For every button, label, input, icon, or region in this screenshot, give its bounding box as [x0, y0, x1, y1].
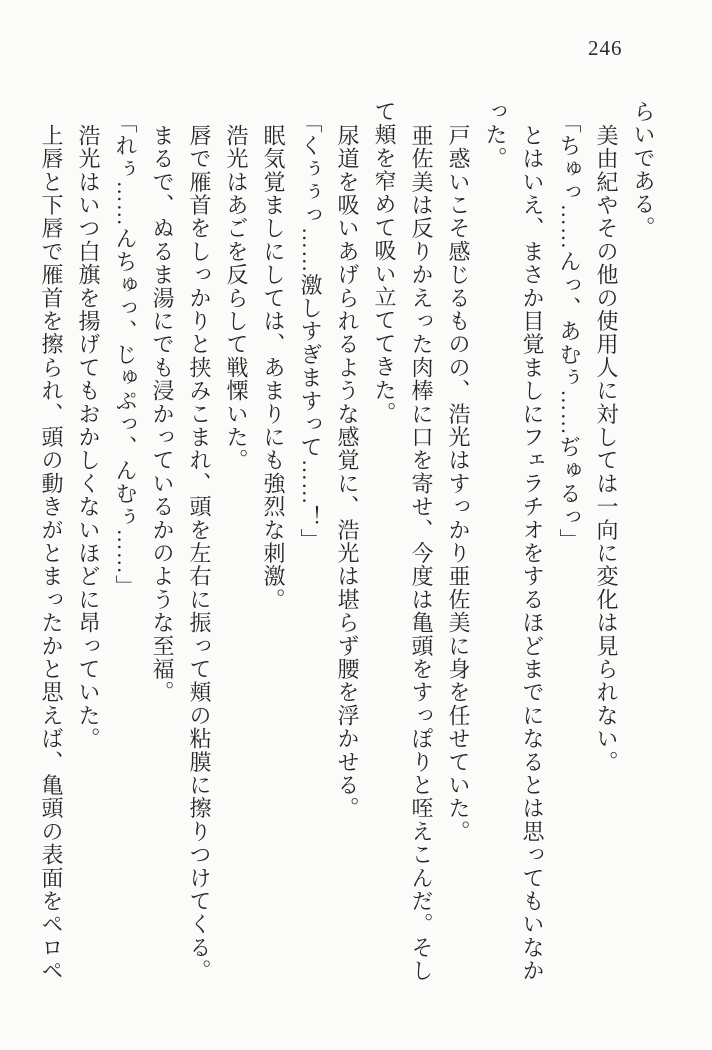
- text-line: 浩光はあごを反らして戦慄いた。: [224, 124, 249, 472]
- text-line: 唇で雁首をしっかりと挟みこまれ、頭を左右に振って頬の粘膜に擦りつけてくる。: [187, 124, 212, 983]
- text-line: 美由紀やその他の使用人に対しては一向に変化は見られない。: [594, 124, 619, 774]
- text-line: らいである。: [631, 100, 656, 240]
- page-number: 246: [588, 36, 623, 60]
- text-line: て頬を窄めて吸い立ててきた。: [372, 100, 397, 425]
- text-line: 眠気覚ましにしては、あまりにも強烈な刺激。: [261, 124, 286, 612]
- text-line: った。: [483, 100, 508, 170]
- text-line: まるで、ぬるま湯にでも浸かっているかのような至福。: [150, 124, 175, 704]
- text-line: 「くぅぅっ……激しすぎますって……！」: [298, 111, 323, 552]
- text-line: 上唇と下唇で雁首を擦られ、頭の動きがとまったかと思えば、亀頭の表面をペロペ: [39, 124, 64, 983]
- text-line: 戸惑いこそ感じるものの、浩光はすっかり亜佐美に身を任せていた。: [446, 124, 471, 844]
- text-line: 浩光はいつ白旗を揚げてもおかしくないほどに昂っていた。: [76, 124, 101, 751]
- text-line: 亜佐美は反りかえった肉棒に口を寄せ、今度は亀頭をすっぽりと咥えこんだ。そし: [409, 124, 434, 983]
- text-line: 「ちゅっ……んっ、あむぅ……ぢゅるっ」: [557, 111, 582, 552]
- text-line: 尿道を吸いあげられるような感覚に、浩光は堪らず腰を浮かせる。: [335, 124, 360, 820]
- text-line: 「れぅ……んちゅっ、じゅぷっ、んむぅ……」: [113, 111, 138, 599]
- text-line: とはいえ、まさか目覚ましにフェラチオをするほどまでになるとは思ってもいなか: [520, 124, 545, 983]
- vertical-text-block: [33, 100, 662, 1018]
